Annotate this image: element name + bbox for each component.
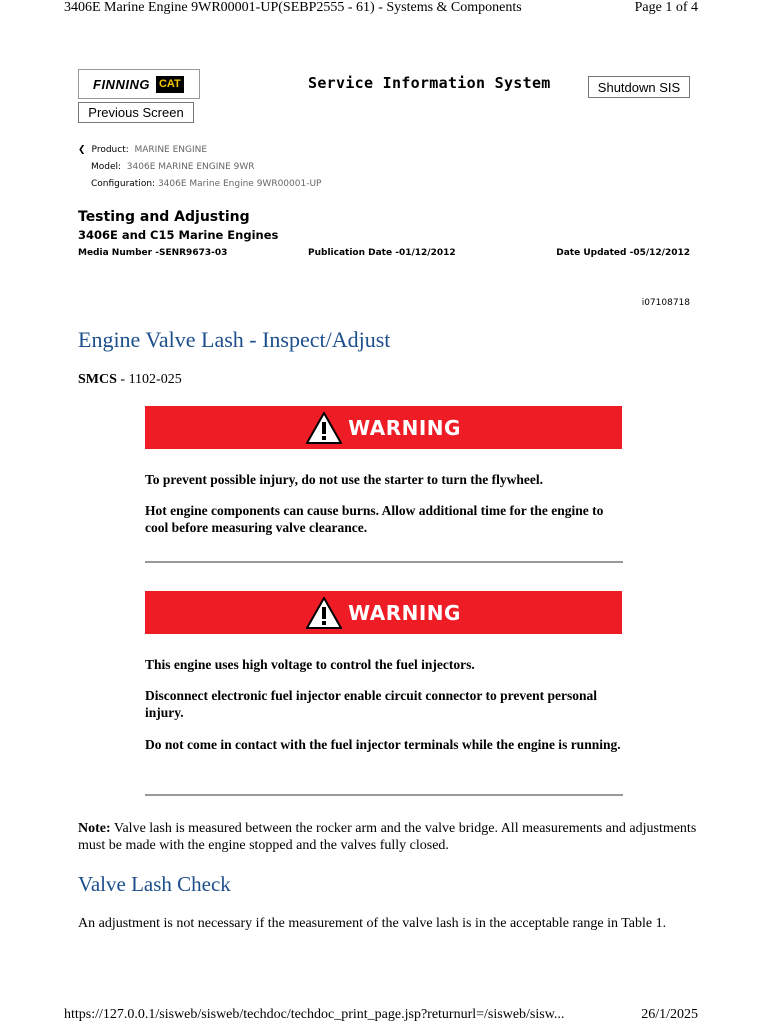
warning-text: To prevent possible injury, do not use the starter to turn the flywheel. (145, 472, 544, 487)
warning-word: WARNING (348, 600, 461, 625)
warning-triangle-icon (306, 597, 342, 629)
chevron-left-icon[interactable]: ❮ (78, 145, 86, 155)
system-title: Service Information System (308, 74, 551, 92)
previous-screen-button[interactable]: Previous Screen (78, 102, 194, 123)
smcs-label: SMCS (78, 372, 117, 387)
print-header-title: 3406E Marine Engine 9WR00001-UP(SEBP2555 - 61) - Systems & Components (64, 0, 522, 15)
note-text: Valve lash is measured between the rocker arm and the valve bridge. All measurements and adjustments must be made with the engine stopped and the valves fully closed. (78, 821, 697, 853)
warning-text: This engine uses high voltage to control the fuel injectors. (145, 657, 475, 672)
note-label: Note: (78, 821, 111, 836)
model-row (91, 162, 255, 172)
publication-date: Publication Date -01/12/2012 (308, 248, 456, 258)
model-value: 3406E MARINE ENGINE 9WR (126, 162, 255, 172)
document-id: i07108718 (641, 298, 690, 308)
configuration-value: 3406E Marine Engine 9WR00001-UP (157, 179, 322, 189)
model-label: Model: (91, 162, 122, 172)
warning-text: Disconnect electronic fuel injector enable circuit connector to prevent personal injury. (145, 688, 598, 720)
warning-text: Do not come in contact with the fuel injector terminals while the engine is running. (145, 737, 621, 752)
cat-logo-badge: CAT (156, 76, 184, 93)
configuration-row (91, 179, 321, 189)
warning-text: Hot engine components can cause burns. Allow additional time for the engine to cool before measuring valve clearance. (145, 503, 604, 535)
divider (145, 794, 623, 796)
configuration-label: Configuration: (91, 179, 156, 189)
warning-banner (145, 591, 622, 634)
body-paragraph: An adjustment is not necessary if the measurement of the valve lash is in the acceptable range in Table 1. (78, 916, 667, 931)
shutdown-sis-button[interactable]: Shutdown SIS (588, 76, 690, 98)
document-title: Testing and Adjusting (78, 209, 250, 225)
product-label: Product: (91, 145, 129, 155)
finning-logo-text: FINNING (93, 76, 150, 92)
note-paragraph (78, 820, 698, 854)
warning-banner (145, 406, 622, 449)
subsection-heading: Valve Lash Check (78, 872, 231, 896)
print-footer-url: https://127.0.0.1/sisweb/sisweb/techdoc/techdoc_print_page.jsp?returnurl=/sisweb/sisw... (64, 1007, 565, 1022)
warning-triangle-icon (306, 412, 342, 444)
finning-cat-logo (78, 69, 200, 99)
media-number: Media Number -SENR9673-03 (78, 248, 228, 258)
document-subtitle: 3406E and C15 Marine Engines (78, 228, 279, 242)
print-header-page: Page 1 of 4 (634, 0, 698, 15)
smcs-value: - 1102-025 (116, 372, 182, 387)
date-updated: Date Updated -05/12/2012 (556, 248, 690, 258)
product-row (78, 145, 207, 155)
warning-word: WARNING (348, 415, 461, 440)
print-footer-date: 26/1/2025 (641, 1007, 698, 1022)
product-value: MARINE ENGINE (134, 145, 208, 155)
divider (145, 561, 623, 563)
section-heading: Engine Valve Lash - Inspect/Adjust (78, 327, 391, 352)
smcs-code (78, 372, 182, 388)
